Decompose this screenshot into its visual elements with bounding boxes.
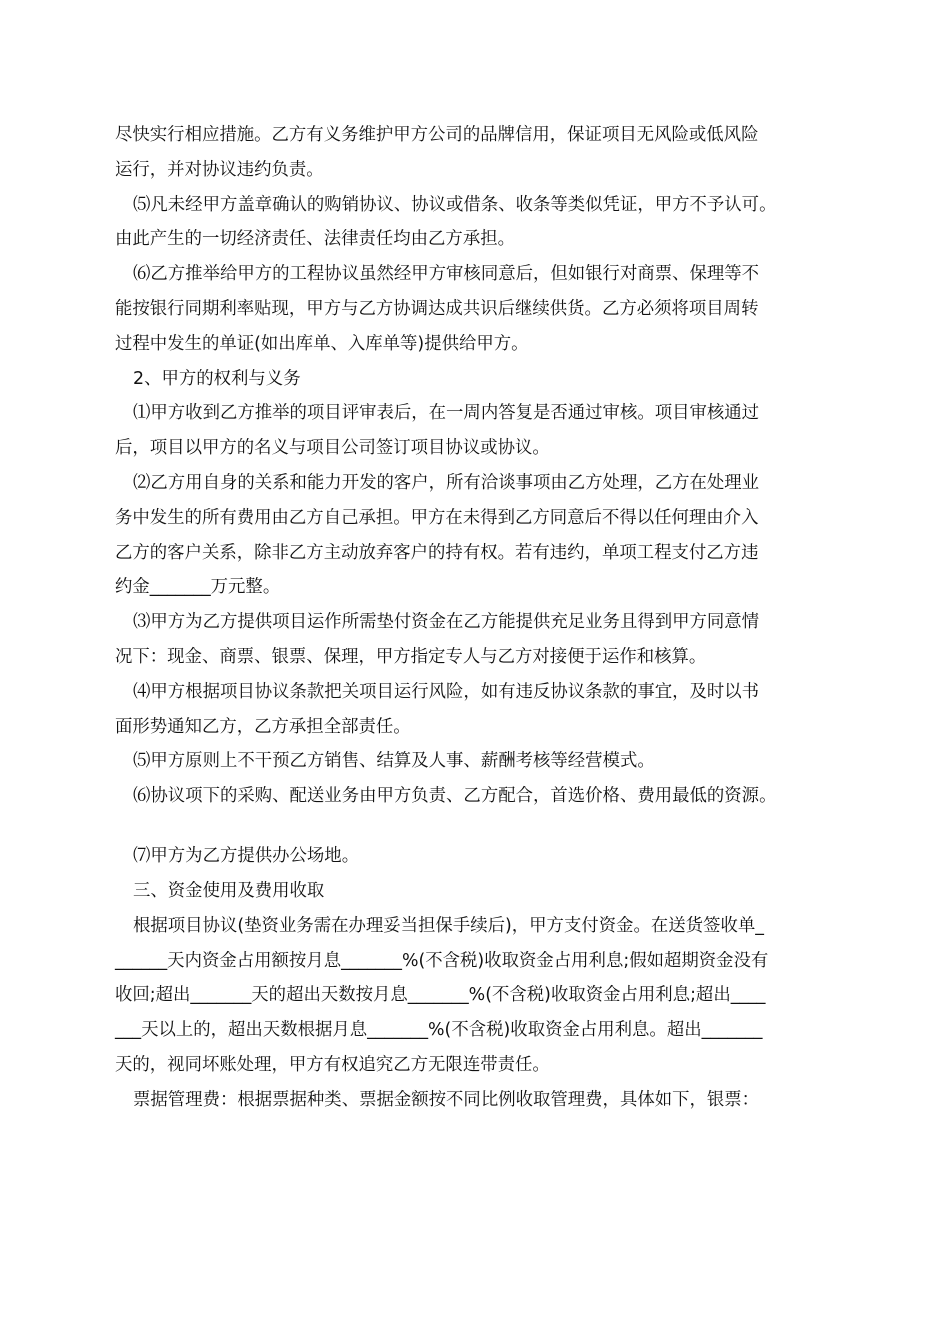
clause-a2: ⑵乙方用自身的关系和能力开发的客户，所有洽谈事项由乙方处理，乙方在处理业 — [133, 472, 760, 493]
document-body — [115, 122, 840, 1122]
text-line: 约金_______万元整。 — [115, 577, 281, 598]
clause-a4: ⑷甲方根据项目协议条款把关项目运行风险，如有违反协议条款的事宜，及时以书 — [133, 681, 760, 702]
clause-a5: ⑸甲方原则上不干预乙方销售、结算及人事、薪酬考核等经营模式。 — [133, 751, 655, 772]
section-heading-funds: 三、资金使用及费用收取 — [133, 880, 325, 901]
clause-5-first: ⑸凡未经甲方盖章确认的购销协议、协议或借条、收条等类似凭证，甲方不予认可。 — [133, 194, 777, 215]
text-line: 务中发生的所有费用由乙方自己承担。甲方在未得到乙方同意后不得以任何理由介入 — [115, 507, 759, 528]
text-line: 乙方的客户关系，除非乙方主动放弃客户的持有权。若有违约，单项工程支付乙方违 — [115, 542, 759, 563]
text-line: 收回;超出_______天的超出天数按月息_______%(不含税)收取资金占用利息;超出____ — [115, 985, 766, 1006]
funds-paragraph-first: 根据项目协议(垫资业务需在办理妥当担保手续后)，甲方支付资金。在送货签收单_ — [133, 915, 764, 936]
clause-6-first: ⑹乙方推举给甲方的工程协议虽然经甲方审核同意后，但如银行对商票、保理等不 — [133, 264, 760, 285]
text-line: 天的，视同坏账处理，甲方有权追究乙方无限连带责任。 — [115, 1054, 550, 1075]
clause-a1: ⑴甲方收到乙方推举的项目评审表后，在一周内答复是否通过审核。项目审核通过 — [133, 403, 760, 424]
text-line: ______天内资金占用额按月息_______%(不含税)收取资金占用利息;假如超期资金没有 — [115, 950, 769, 971]
text-line: 后，项目以甲方的名义与项目公司签订项目协议或协议。 — [115, 438, 550, 459]
text-line: ___天以上的，超出天数根据月息_______%(不含税)收取资金占用利息。超出_______ — [115, 1020, 763, 1041]
text-line: 能按银行同期利率贴现，甲方与乙方协调达成共识后继续供货。乙方必须将项目周转 — [115, 298, 759, 319]
clause-a7: ⑺甲方为乙方提供办公场地。 — [133, 846, 360, 867]
text-line: 运行，并对协议违约负责。 — [115, 159, 324, 180]
text-line: 尽快实行相应措施。乙方有义务维护甲方公司的品牌信用，保证项目无风险或低风险 — [115, 125, 759, 145]
section-heading-party-a-rights: 2、甲方的权利与义务 — [133, 368, 301, 389]
clause-a6: ⑹协议项下的采购、配送业务由甲方负责、乙方配合，首选价格、费用最低的资源。 — [133, 786, 777, 807]
text-line: 况下：现金、商票、银票、保理，甲方指定专人与乙方对接便于运作和核算。 — [115, 646, 707, 667]
bill-fee-paragraph: 票据管理费：根据票据种类、票据金额按不同比例收取管理费，具体如下，银票： — [133, 1089, 760, 1110]
clause-a3: ⑶甲方为乙方提供项目运作所需垫付资金在乙方能提供充足业务且得到甲方同意情 — [133, 612, 760, 633]
text-line: 由此产生的一切经济责任、法律责任均由乙方承担。 — [115, 229, 515, 250]
text-line: 过程中发生的单证(如出库单、入库单等)提供给甲方。 — [115, 333, 529, 354]
text-line: 面形势通知乙方，乙方承担全部责任。 — [115, 716, 411, 737]
